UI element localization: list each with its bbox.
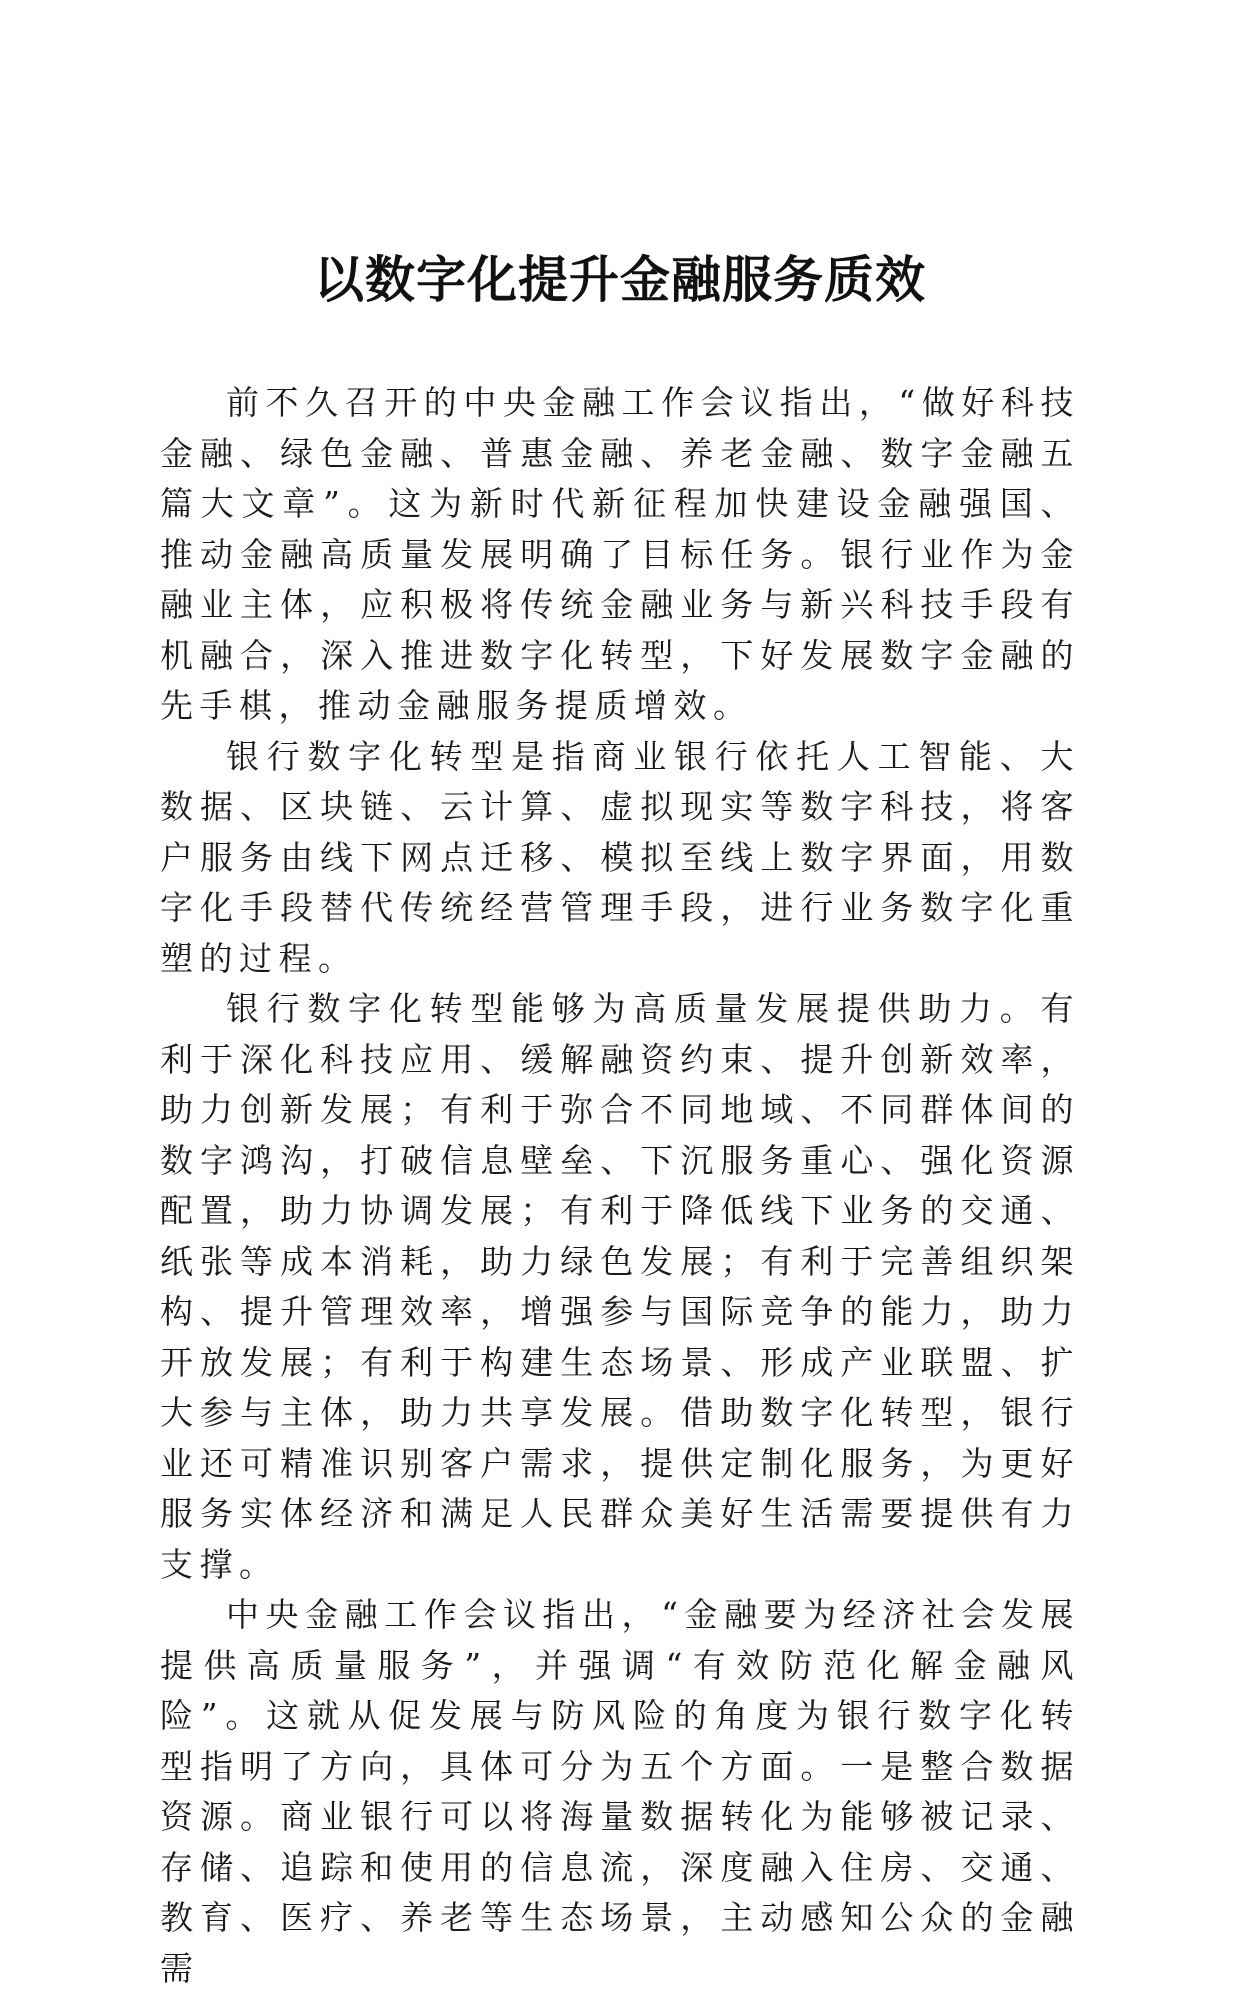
paragraph-2: 银行数字化转型是指商业银行依托人工智能、大数据、区块链、云计算、虚拟现实等数字科技，将客户服务由线下网点迁移、模拟至线上数字界面，用数字化手段替代传统经营管理手段，进行业务数字化重塑的过程。 <box>160 736 1080 978</box>
paragraph-3: 银行数字化转型能够为高质量发展提供助力。有利于深化科技应用、缓解融资约束、提升创新效率，助力创新发展；有利于弥合不同地域、不同群体间的数字鸿沟，打破信息壁垒、下沉服务重心、强化资源配置，助力协调发展；有利于降低线下业务的交通、纸张等成本消耗，助力绿色发展；有利于完善组织架构、提升管理效率，增强参与国际竞争的能力，助力开放发展；有利于构建生态场景、形成产业联盟、扩大参与主体，助力共享发展。借助数字化转型，银行业还可精准识别客户需求，提供定制化服务，为更好服务实体经济和满足人民群众美好生活需要提供有力支撑。 <box>160 989 1080 1584</box>
document-title: 以数字化提升金融服务质效 <box>314 250 926 309</box>
paragraph-4: 中央金融工作会议指出，“金融要为经济社会发展提供高质量服务”，并强调“有效防范化解金融风险”。这就从促发展与防风险的角度为银行数字化转型指明了方向，具体可分为五个方面。一是整合数据资源。商业银行可以将海量数据转化为能够被记录、存储、追踪和使用的信息流，深度融入住房、交通、教育、医疗、养老等生态场景，主动感知公众的金融需 <box>160 1595 1080 1988</box>
paragraph-1: 前不久召开的中央金融工作会议指出，“做好科技金融、绿色金融、普惠金融、养老金融、数字金融五篇大文章”。这为新时代新征程加快建设金融强国、推动金融高质量发展明确了目标任务。银行业作为金融业主体，应积极将传统金融业务与新兴科技手段有机融合，深入推进数字化转型，下好发展数字金融的先手棋，推动金融服务提质增效。 <box>160 383 1080 725</box>
document-body <box>160 378 1080 1994</box>
